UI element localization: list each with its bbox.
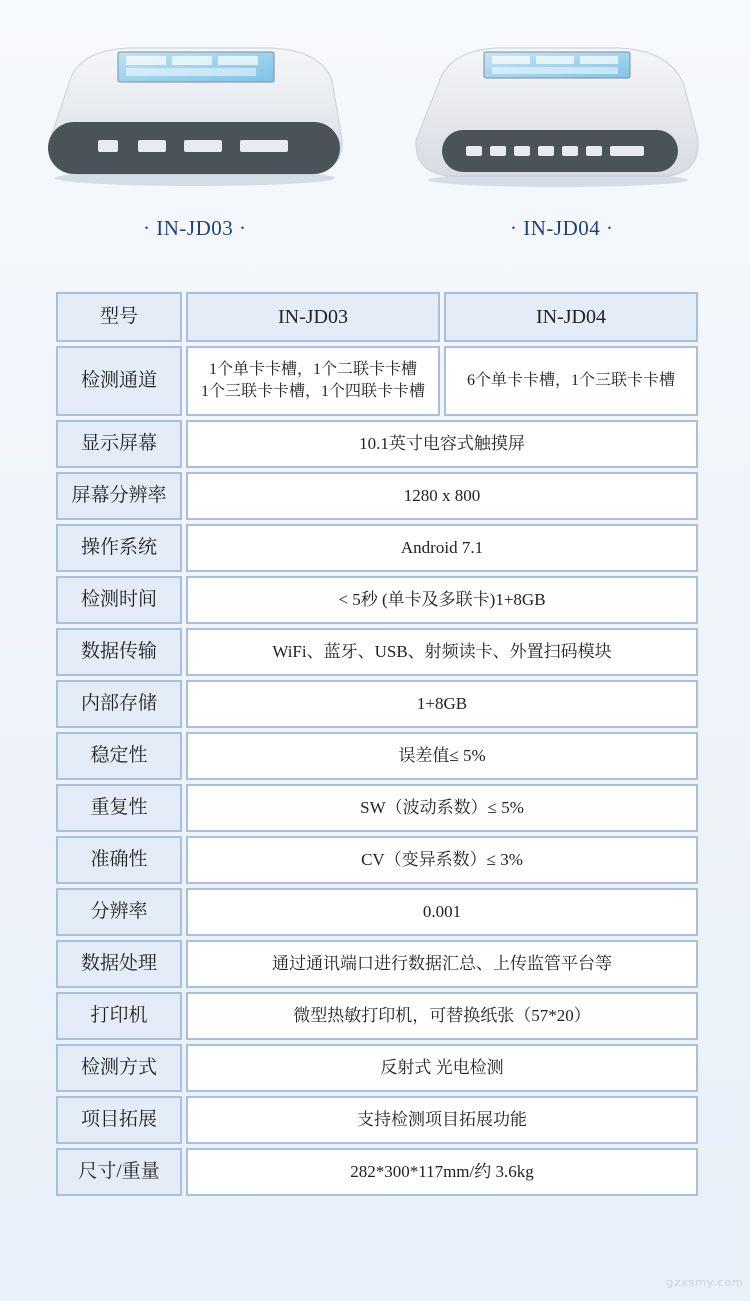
row-label: 打印机: [56, 992, 182, 1040]
table-row: [56, 576, 698, 624]
table-row: [56, 784, 698, 832]
row-label: 重复性: [56, 784, 182, 832]
header-col-in-jd04: IN-JD04: [444, 292, 698, 342]
row-label: 检测方式: [56, 1044, 182, 1092]
table-row: [56, 1148, 698, 1196]
row-label: 稳定性: [56, 732, 182, 780]
channels-in-jd04-cell: 6个单卡卡槽，1个三联卡卡槽: [444, 346, 698, 416]
product-image-in-jd03: [40, 40, 350, 190]
table-row: [56, 472, 698, 520]
row-value: 10.1英寸电容式触摸屏: [186, 420, 698, 468]
table-row: [56, 732, 698, 780]
row-label: 分辨率: [56, 888, 182, 936]
row-value: 反射式 光电检测: [186, 1044, 698, 1092]
table-row: [56, 628, 698, 676]
table-row: [56, 888, 698, 936]
row-value: < 5秒 (单卡及多联卡)1+8GB: [186, 576, 698, 624]
channels-in-jd03-line1: 1个单卡卡槽，1个二联卡卡槽: [208, 361, 417, 378]
table-row: [56, 1044, 698, 1092]
table-row: [56, 940, 698, 988]
header-label-cell: 型号: [56, 292, 182, 342]
row-value: 误差值≤ 5%: [186, 732, 698, 780]
row-value: CV（变异系数）≤ 3%: [186, 836, 698, 884]
product-model-label-in-jd03: · IN-JD03 ·: [143, 216, 247, 240]
row-label: 尺寸/重量: [56, 1148, 182, 1196]
row-label: 显示屏幕: [56, 420, 182, 468]
row-label: 项目拓展: [56, 1096, 182, 1144]
table-body: [56, 420, 698, 1196]
row-value: 支持检测项目拓展功能: [186, 1096, 698, 1144]
header-col-in-jd03: IN-JD03: [186, 292, 440, 342]
product-image-in-jd04: [408, 40, 704, 190]
table-header-row: [56, 292, 698, 342]
table-row-channels: [56, 346, 698, 416]
row-label: 屏幕分辨率: [56, 472, 182, 520]
row-value: 282*300*117mm/约 3.6kg: [186, 1148, 698, 1196]
row-value: 0.001: [186, 888, 698, 936]
table-row: [56, 420, 698, 468]
row-label: 数据传输: [56, 628, 182, 676]
spec-table: [56, 292, 698, 1200]
row-label: 数据处理: [56, 940, 182, 988]
row-label: 操作系统: [56, 524, 182, 572]
row-label: 内部存储: [56, 680, 182, 728]
table-row: [56, 1096, 698, 1144]
row-label: 准确性: [56, 836, 182, 884]
row-value: Android 7.1: [186, 524, 698, 572]
row-value: 1+8GB: [186, 680, 698, 728]
product-model-label-in-jd04: · IN-JD04 ·: [510, 216, 614, 240]
channels-in-jd03-line2: 1个三联卡卡槽，1个四联卡卡槽: [200, 383, 425, 400]
row-value: WiFi、蓝牙、USB、射频读卡、外置扫码模块: [186, 628, 698, 676]
table-row: [56, 836, 698, 884]
row-value: 通过通讯端口进行数据汇总、上传监管平台等: [186, 940, 698, 988]
row-value: 1280 x 800: [186, 472, 698, 520]
table-row: [56, 992, 698, 1040]
table-row: [56, 680, 698, 728]
table-row: [56, 524, 698, 572]
channels-in-jd03-cell: [186, 346, 440, 416]
analyzer-device-7-slot-icon: [408, 40, 704, 190]
watermark: gzxsmy.com: [666, 1276, 744, 1289]
row-label: 检测通道: [56, 346, 182, 416]
row-value: SW（波动系数）≤ 5%: [186, 784, 698, 832]
analyzer-device-4-slot-icon: [40, 40, 350, 190]
row-value: 微型热敏打印机，可替换纸张（57*20）: [186, 992, 698, 1040]
row-label: 检测时间: [56, 576, 182, 624]
